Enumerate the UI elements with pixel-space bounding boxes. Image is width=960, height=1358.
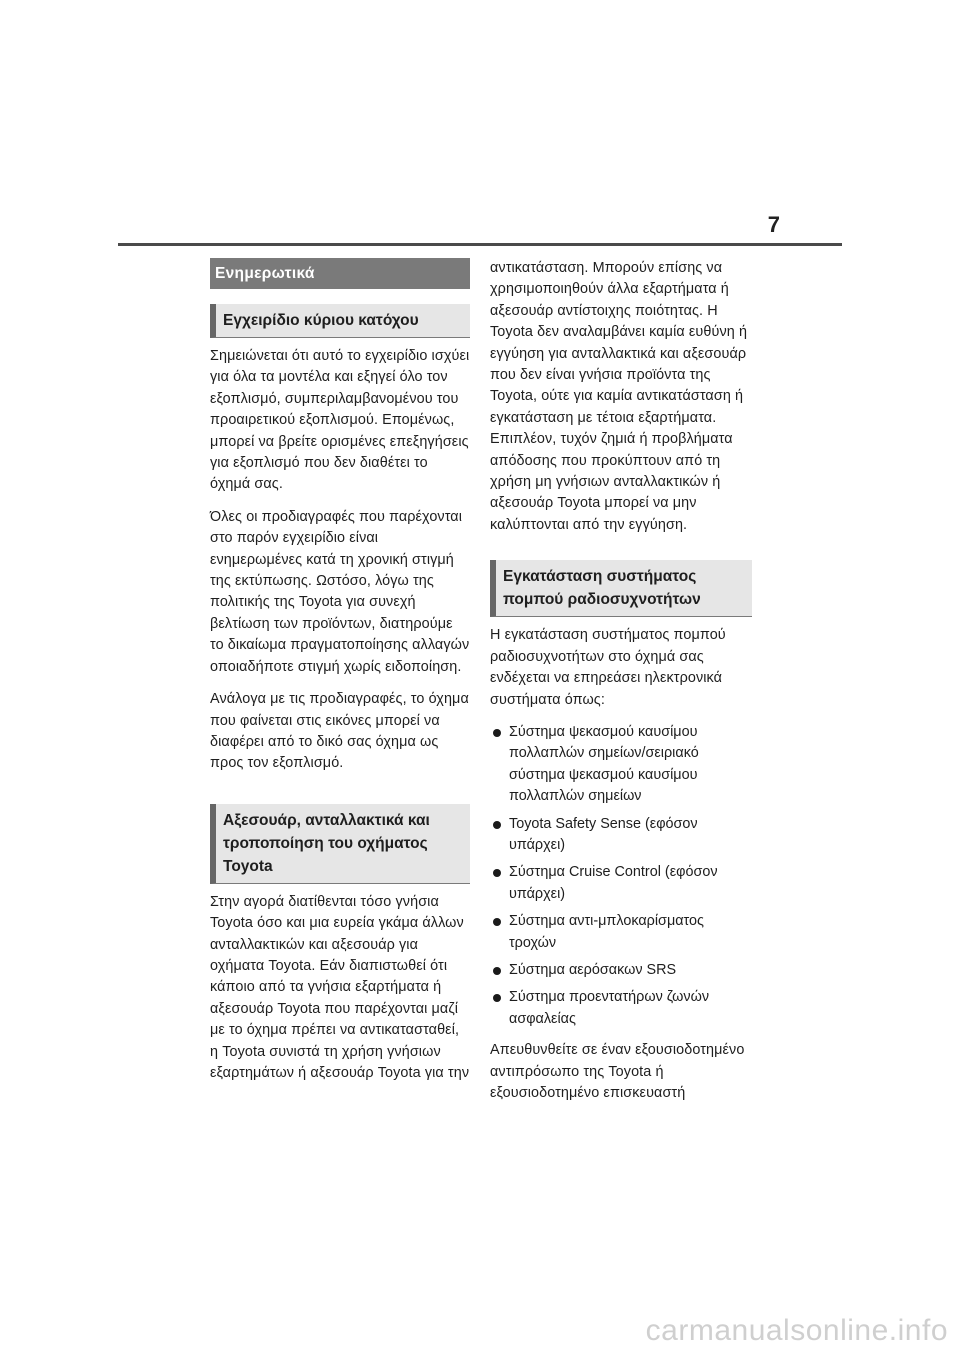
watermark: carmanualsonline.info — [645, 1314, 948, 1347]
page-number: 7 — [767, 212, 780, 237]
owner-manual-paragraph-3: Ανάλογα με τις προδιαγραφές, το όχημα που φαίνεται στις εικόνες μπορεί να διαφέρει από το δικό σας όχημα ως προς τον εξοπλισμό. — [210, 691, 469, 772]
list-item: Σύστημα ψεκασμού καυσίμου πολλαπλών σημείων/σειριακό σύστημα ψεκασμού καυσίμου πολλαπλών σημείων — [490, 722, 752, 808]
left-column — [210, 258, 470, 1095]
owner-manual-paragraph-1: Σημειώνεται ότι αυτό το εγχειρίδιο ισχύει για όλα τα μοντέλα και εξηγεί όλο τον εξοπλισμό, συμπεριλαμβανομένου του προαιρετικού εξοπλισμού. Επομένως, μπορεί να βρείτε ορισμένες επεξηγήσεις για εξοπλισμό που δεν διαθέτει το όχημά σας. — [210, 348, 470, 493]
subsection-title-radio-installation: Εγκατάσταση συστήματος πομπού ραδιοσυχνοτήτων — [490, 560, 752, 617]
list-item: Σύστημα προεντατήρων ζωνών ασφαλείας — [490, 987, 752, 1030]
bullet-icon — [493, 918, 501, 926]
bullet-icon — [493, 994, 501, 1002]
radio-installation-intro: Η εγκατάσταση συστήματος πομπού ραδιοσυχνοτήτων στο όχημά σας ενδέχεται να επηρεάσει ηλεκτρονικά συστήματα όπως: — [490, 627, 726, 708]
bullet-icon — [493, 967, 501, 975]
right-column — [490, 258, 752, 1115]
subsection-title-owner-manual: Εγχειρίδιο κύριου κατόχου — [210, 304, 470, 338]
accessories-paragraph: Στην αγορά διατίθενται τόσο γνήσια Toyota όσο και μια ευρεία γκάμα άλλων ανταλλακτικών και αξεσουάρ για οχήματα Toyota. Εάν διαπιστωθεί ότι κάποιο από τα γνήσια εξαρτήματα ή αξεσουάρ Toyota που παρέχονται μαζί με το όχημα πρέπει να αντικατασταθεί, η Toyota συνιστά τη χρήση γνήσιων εξαρτημάτων ή αξεσουάρ Toyota για την — [210, 893, 470, 1081]
list-item: Toyota Safety Sense (εφόσον υπάρχει) — [490, 814, 752, 857]
list-item: Σύστημα Cruise Control (εφόσον υπάρχει) — [490, 862, 752, 905]
accessories-continuation-paragraph: αντικατάσταση. Μπορούν επίσης να χρησιμοποιηθούν άλλα εξαρτήματα ή αξεσουάρ αντίστοιχης ποιότητας. Η Toyota δεν αναλαμβάνει καμία ευθύνη ή εγγύηση για ανταλλακτικά και αξεσουάρ που δεν είναι γνήσια προϊόντα της Toyota, ούτε για καμία αντικατάσταση ή εγκατάσταση με τέτοια εξαρτήματα. Επιπλέον, τυχόν ζημιά ή προβλήματα απόδοσης που προκύπτουν από τη χρήση μη γνήσιων ανταλλακτικών ή αξεσουάρ Toyota μπορεί να μην καλύπτονται από την εγγύηση. — [490, 260, 748, 533]
owner-manual-paragraph-2: Όλες οι προδιαγραφές που παρέχονται στο παρόν εγχειρίδιο είναι ενημερωμένες κατά τη χρονική στιγμή της εκτύπωσης. Ωστόσο, λόγω της πολιτικής της Toyota για συνεχή βελτίωση των προϊόντων, διατηρούμε το δικαίωμα πραγματοποίησης αλλαγών οποιαδήποτε στιγμή χωρίς ειδοποίηση. — [210, 508, 470, 675]
bullet-icon — [493, 729, 501, 737]
bullet-icon — [493, 869, 501, 877]
bullet-icon — [493, 821, 501, 829]
list-item: Σύστημα αντι-μπλοκαρίσματος τροχών — [490, 911, 752, 954]
radio-installation-closing: Απευθυνθείτε σε έναν εξουσιοδοτημένο αντιπρόσωπο της Toyota ή εξουσιοδοτημένο επισκευαστή — [490, 1042, 745, 1101]
subsection-title-accessories: Αξεσουάρ, ανταλλακτικά και τροποποίηση του οχήματος Toyota — [210, 804, 470, 884]
header-divider — [118, 243, 842, 246]
affected-systems-list — [490, 722, 752, 1030]
list-item: Σύστημα αερόσακων SRS — [490, 960, 752, 981]
section-title-informative: Ενημερωτικά — [210, 258, 470, 289]
